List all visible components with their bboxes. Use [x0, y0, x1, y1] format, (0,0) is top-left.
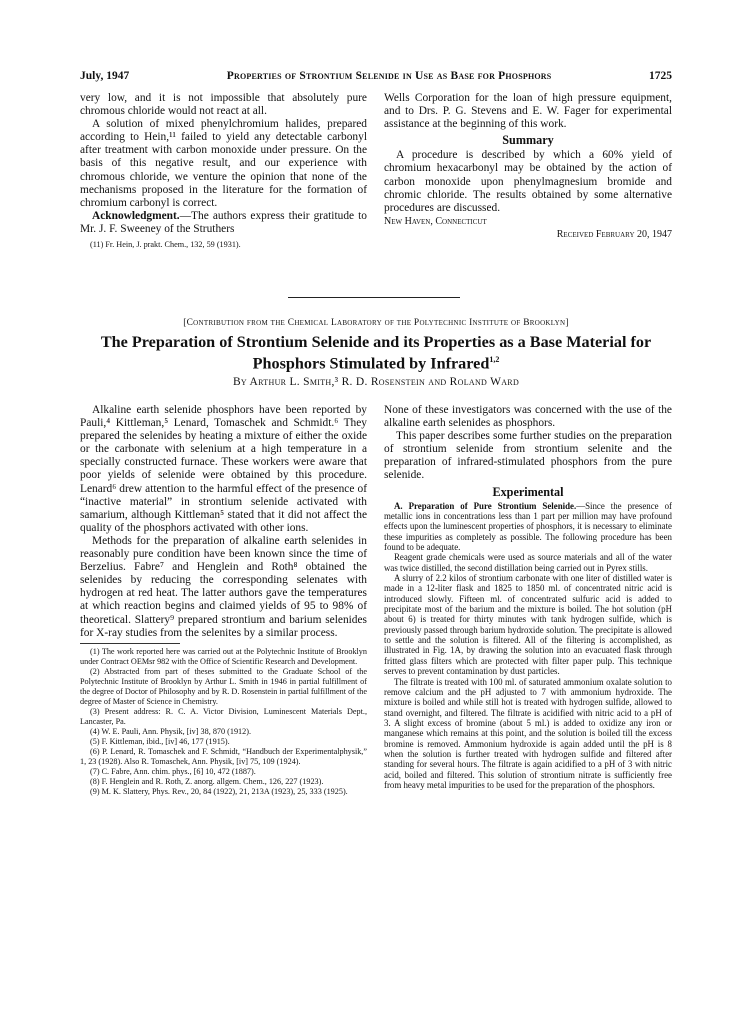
article-title-text: The Preparation of Strontium Selenide and its Properties as a Base Material for Phosphors Stimulated by Infrared: [100, 333, 652, 373]
footnote-separator: [80, 643, 180, 644]
acknowledgment-label: Acknowledgment.: [92, 209, 180, 222]
prev-paragraph: very low, and it is not impossible that absolutely pure chromous chloride would not react at all.: [80, 92, 367, 118]
footnote: (8) F. Henglein and R. Roth, Z. anorg. allgem. Chem., 126, 227 (1923).: [90, 776, 324, 786]
body-paragraph: Alkaline earth selenide phosphors have been reported by Pauli,⁴ Kittleman,⁵ Lenard, Tomaschek and Schmidt.⁶ They prepared the selenides by heating a mixture of either the oxide or the carbonate with selenium at a high temperature in a specially constructed furnace. These workers were aware that poor yields of selenide were obtained by this procedure. Lenard⁶ drew attention to the harmful effect of the presence of “inactive material” in strontium selenide activated with samarium, although Kittleman⁵ stated that it did not affect the quality of the phosphors activated with other ions.: [80, 404, 367, 534]
section-a-text: —Since the presence of metallic ions in concentrations less than 1 part per million may have profound effects upon the luminescent properties of phosphors, it is necessary to eliminate these impurities as completely as possible. The following procedure has been found to be adequate.: [384, 500, 672, 553]
section-a: [384, 501, 672, 553]
received-date: Received February 20, 1947: [556, 228, 672, 240]
footnote: (2) Abstracted from part of theses submitted to the Graduate School of the Polytechnic Institute of Brooklyn by Arthur L. Smith in 1946 in partial fulfillment of the degree of Doctor of Philosophy and by R. D. Rosenstein in partial fulfillment of the degree of Master of Science in Chemistry.: [80, 666, 367, 706]
acknowledgment-text: —The authors express their gratitude to Mr. J. F. Sweeney of the Struthers: [80, 209, 367, 235]
prev-footnote: [80, 240, 367, 250]
prev-right-paragraph: Wells Corporation for the loan of high pressure equipment, and to Drs. P. G. Stevens and E. W. Fager for experimental assistance at the beginning of this work.: [384, 92, 672, 131]
experimental-heading: Experimental: [492, 484, 564, 499]
footnote: (6) P. Lenard, R. Tomaschek and F. Schmidt, “Handbuch der Experimentalphysik,” 1, 23 (1928). Also R. Tomaschek, Ann. Physik, [iv] 75, 109 (1924).: [80, 746, 367, 766]
place: New Haven, Connecticut: [384, 215, 487, 227]
footnote: (7) C. Fabre, Ann. chim. phys., [6] 10, 472 (1887).: [90, 766, 256, 776]
footnote: (5) F. Kittleman, ibid., [iv] 46, 177 (1915).: [90, 736, 230, 746]
body-paragraph: This paper describes some further studies on the preparation of strontium selenide from strontium selenite and the preparation of infrared-stimulated phosphors from the pure selenide.: [384, 430, 672, 482]
running-head: [80, 70, 672, 82]
experimental-section: [384, 501, 672, 791]
authors: By Arthur L. Smith,³ R. D. Rosenstein and Roland Ward: [232, 376, 520, 388]
footnote: (3) Present address: R. C. A. Victor Division, Luminescent Materials Dept., Lancaster, Pa.: [80, 706, 367, 726]
footnote: (1) The work reported here was carried out at the Polytechnic Institute of Brooklyn under Contract OEMsr 982 with the Office of Scientific Research and Development.: [80, 646, 367, 666]
article-right-column: [384, 404, 672, 790]
running-title: Properties of Strontium Selenide in Use as Base for Phosphors: [226, 70, 552, 82]
experimental-paragraph: The filtrate is treated with 100 ml. of saturated ammonium oxalate solution to remove calcium and the pH adjusted to 7 with ammonium hydroxide. The mixture is boiled and while still hot is treated with hydrogen sulfide, allowed to stand overnight, and filtered. The filtrate is acidified with nitric acid to a pH of 3. A slight excess of bromine (about 5 ml.) is added to oxidize any iron or manganese which remains at this point, and the solution is boiled till the excess bromine is removed. Ammonium hydroxide is again added until the pH is 8 when the solution is further treated with hydrogen sulfide and filtered after standing for several hours. The filtrate is again acidified to a pH of 3 with nitric acid, boiled and filtered. This solution of strontium nitrate is sufficiently free from heavy metal impurities to be used for the preparation of the phosphors.: [384, 676, 672, 790]
article-title: [95, 333, 657, 372]
issue-date: July, 1947: [80, 70, 130, 82]
body-paragraph: None of these investigators was concerned with the use of the alkaline earth selenides as phosphors.: [384, 404, 672, 430]
summary-heading: Summary: [502, 133, 554, 148]
footnote: (9) M. K. Slattery, Phys. Rev., 20, 84 (1922), 21, 213A (1923), 25, 333 (1925).: [90, 786, 348, 796]
prev-article-right-column: [384, 92, 672, 241]
acknowledgment: [80, 210, 367, 236]
prev-paragraph: A solution of mixed phenylchromium halides, prepared according to Hein,¹¹ failed to yield any detectable carbonyl after treatment with carbon monoxide under pressure. On the basis of this negative result, and our experience with chromous chloride, we venture the opinion that none of the mechanisms proposed in the literature for the formation of chromium carbonyl is correct.: [80, 118, 367, 209]
footnote-11: (11) Fr. Hein, J. prakt. Chem., 132, 59 (1931).: [90, 240, 241, 250]
prev-article-left-column: [80, 92, 367, 250]
article-separator-rule: [288, 297, 460, 298]
title-footnote-marks: 1,2: [489, 355, 500, 364]
contribution-line: [Contribution from the Chemical Laboratory of the Polytechnic Institute of Brooklyn]: [183, 318, 569, 328]
page-number: 1725: [648, 70, 672, 82]
section-a-label: A. Preparation of Pure Strontium Selenide.: [394, 500, 577, 511]
body-paragraph: Methods for the preparation of alkaline earth selenides in reasonably pure condition have been known since the time of Berzelius. Fabre⁷ and Henglein and Roth⁸ obtained the selenides by reducing the corresponding selenates with hydrogen at red heat. The latter authors gave the temperatures at which reaction begins and claimed yields of 95 to 98% of theoretical. Slattery⁹ prepared strontium and barium selenides for X-ray studies from the selenites by a similar process.: [80, 534, 367, 639]
summary-text: A procedure is described by which a 60% yield of chromium hexacarbonyl may be obtained by the action of carbon monoxide upon phenylmagnesium bromide and chromic chloride. The results obtained by some alternative procedures are discussed.: [384, 149, 672, 214]
experimental-paragraph: Reagent grade chemicals were used as source materials and all of the water was twice distilled, the second distillation being carried out in Pyrex stills.: [384, 552, 672, 573]
footnote: (4) W. E. Pauli, Ann. Physik, [iv] 38, 870 (1912).: [90, 726, 252, 736]
experimental-paragraph: A slurry of 2.2 kilos of strontium carbonate with one liter of distilled water is made in a 12-liter flask and 1825 to 1850 ml. of concentrated nitric acid is introduced slowly. Fifteen ml. of concentrated sulfuric acid is added to precipitate most of the barium and the mixture is boiled. The hot solution (pH about 6) is treated for thirty minutes with tank hydrogen sulfide, which is previously passed through barium hydroxide solution. The precipitate is allowed to settle and the solution is filtered. All of the filtering is accomplished, as illustrated in Fig. 1A, by drawing the solution into an evacuated flask through fritted glass filters which are protected with filter paper pulp. This technique serves to prevent contamination by dust particles.: [384, 573, 672, 677]
footnotes: [80, 647, 367, 797]
article-left-column: [80, 404, 367, 797]
